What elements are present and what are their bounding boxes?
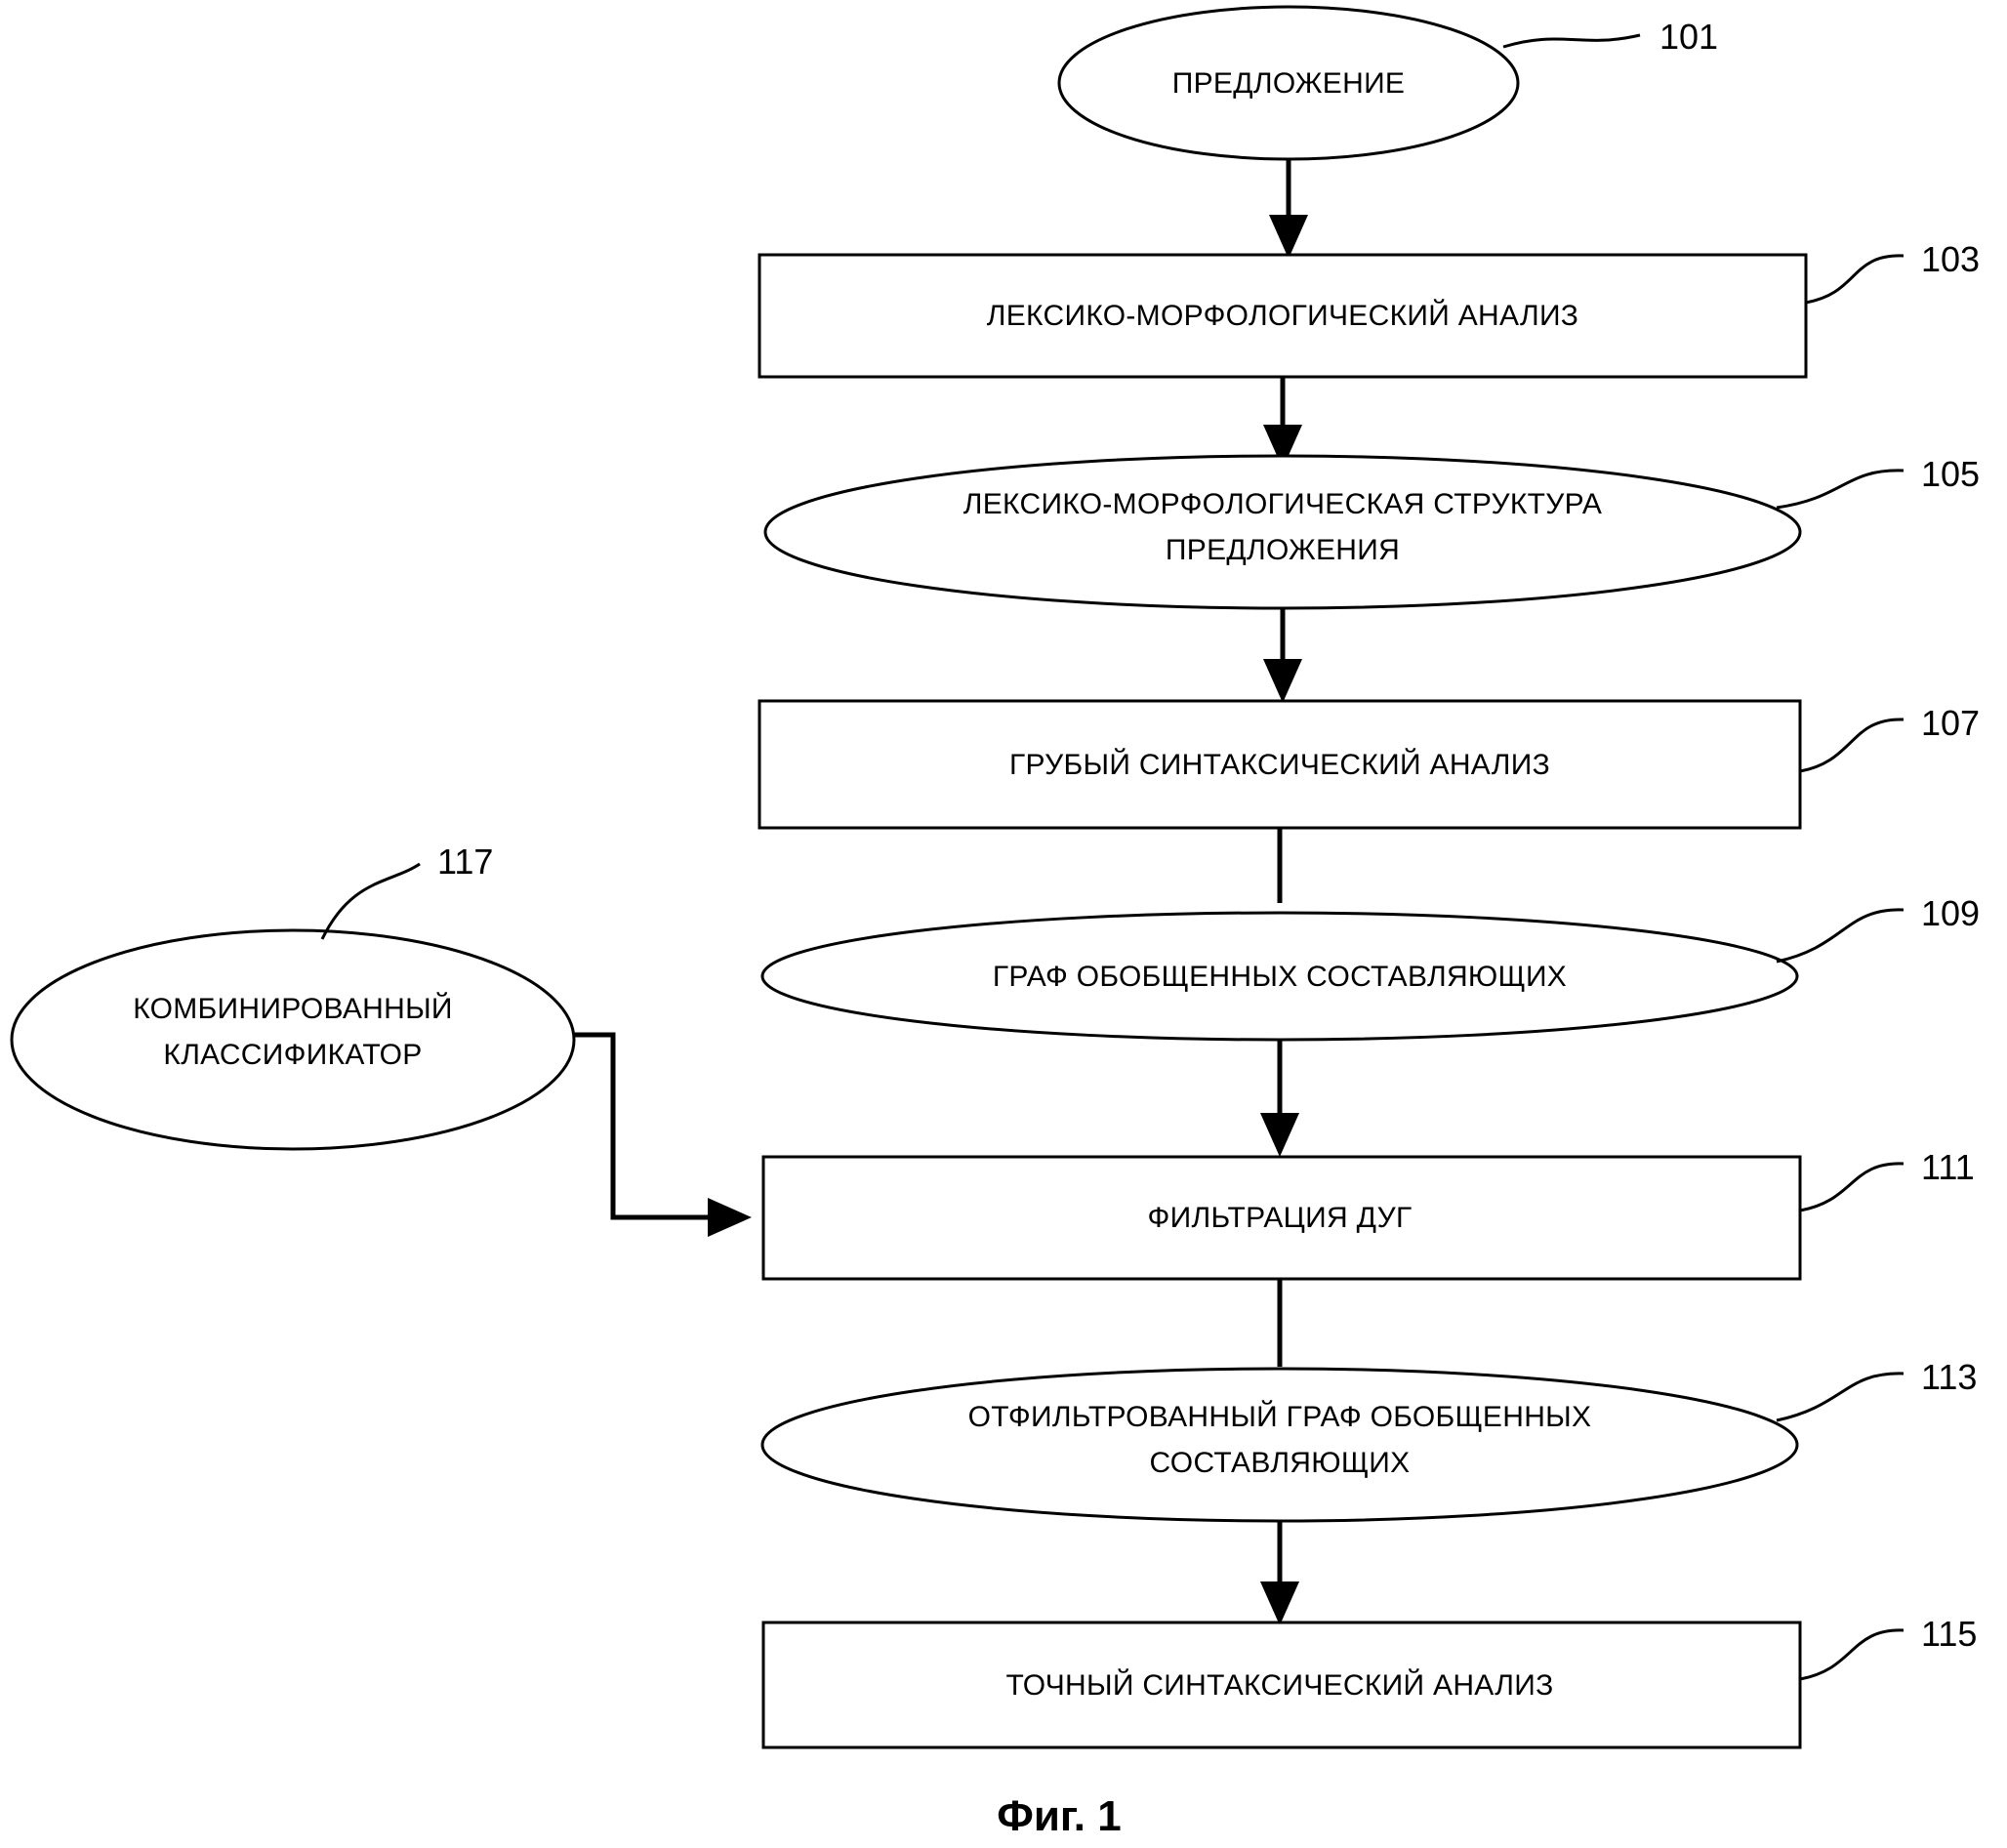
node-105-label-line1: ЛЕКСИКО-МОРФОЛОГИЧЕСКАЯ СТРУКТУРА [963, 487, 1603, 520]
node-111-label: ФИЛЬТРАЦИЯ ДУГ [1147, 1201, 1413, 1234]
node-115 [763, 1622, 1800, 1747]
leader-101 [1503, 35, 1640, 47]
figure-caption: Фиг. 1 [997, 1792, 1122, 1840]
node-113 [762, 1369, 1797, 1521]
node-111 [763, 1157, 1800, 1279]
leader-113 [1777, 1374, 1904, 1420]
node-107-label: ГРУБЫЙ СИНТАКСИЧЕСКИЙ АНАЛИЗ [1008, 748, 1551, 781]
node-109-label: ГРАФ ОБОБЩЕННЫХ СОСТАВЛЯЮЩИХ [992, 960, 1568, 993]
ref-number-107: 107 [1921, 703, 1981, 743]
node-109 [762, 913, 1797, 1040]
node-115-label: ТОЧНЫЙ СИНТАКСИЧЕСКИЙ АНАЛИЗ [1005, 1668, 1554, 1702]
leader-105 [1777, 471, 1904, 508]
leader-103 [1806, 256, 1904, 303]
ref-number-117: 117 [437, 842, 494, 882]
leader-111 [1800, 1164, 1904, 1211]
leader-107 [1800, 719, 1904, 771]
node-113-label-line2: СОСТАВЛЯЮЩИХ [1149, 1446, 1411, 1479]
leader-117 [322, 864, 420, 939]
node-113-label-line1: ОТФИЛЬТРОВАННЫЙ ГРАФ ОБОБЩЕННЫХ [967, 1400, 1592, 1433]
ref-number-103: 103 [1921, 239, 1981, 279]
node-101-label: ПРЕДЛОЖЕНИЕ [1171, 66, 1406, 100]
leader-115 [1800, 1630, 1904, 1679]
ref-number-115: 115 [1921, 1614, 1978, 1654]
leader-109 [1777, 910, 1904, 962]
node-103 [759, 255, 1806, 377]
node-107 [759, 701, 1800, 828]
ref-number-109: 109 [1921, 893, 1981, 933]
node-105-label-line2: ПРЕДЛОЖЕНИЯ [1165, 533, 1401, 566]
ref-number-101: 101 [1659, 17, 1719, 57]
node-105-shape [765, 456, 1800, 608]
node-117-label-line1: КОМБИНИРОВАННЫЙ [133, 992, 453, 1025]
node-103-label: ЛЕКСИКО-МОРФОЛОГИЧЕСКИЙ АНАЛИЗ [986, 299, 1579, 332]
node-113-shape [762, 1369, 1797, 1521]
connector-117-111 [574, 1035, 742, 1217]
ref-number-113: 113 [1921, 1357, 1978, 1397]
node-101 [1059, 7, 1518, 159]
ref-number-105: 105 [1921, 454, 1981, 494]
node-105 [765, 456, 1800, 608]
node-117-label-line2: КЛАССИФИКАТОР [163, 1038, 423, 1071]
ref-number-111: 111 [1921, 1147, 1975, 1187]
node-117 [12, 930, 574, 1149]
